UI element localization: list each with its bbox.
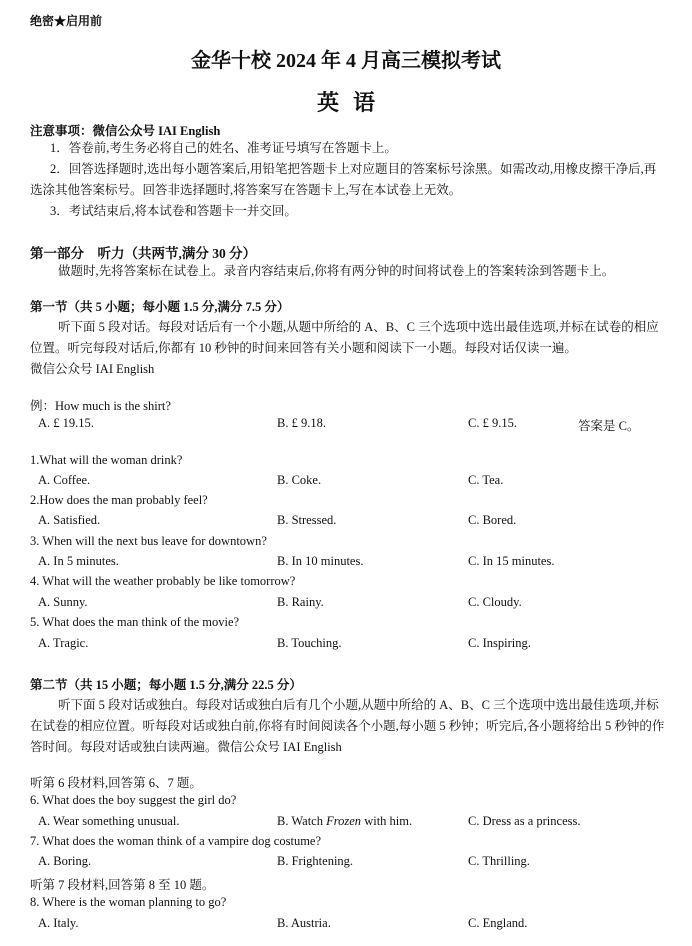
- q4-option-c: C. Cloudy.: [468, 595, 522, 609]
- note-item-2: 2．回答选择题时,选出每小题答案后,用铅笔把答题卡上对应题目的答案标号涂黑。如需改动,用橡皮擦干净后,再选涂其他答案标号。回答非选择题时,将答案写在答题卡上,写在本试卷上无效。: [30, 162, 657, 197]
- question-1: 1.What will the woman drink?: [30, 453, 183, 467]
- q1-option-b: B. Coke.: [277, 473, 322, 487]
- section2-intro: 听下面 5 段对话或独白。每段对话或独白后有几个小题,从题中所给的 A、B、C 三个选项中选出最佳选项,并标在试卷的相应位置。听每段对话或独白前,你将有时间阅读各个小题,每小题 5 秒钟；听完后,各小题将给出 5 秒钟的作答时间。每段对话或独白读两遍。微信公众号 IAI English: [30, 698, 665, 754]
- question-2: 2.How does the man probably feel?: [30, 493, 208, 507]
- confidential-label: 绝密★启用前: [30, 14, 103, 28]
- exam-title: 金华十校 2024 年 4 月高三模拟考试: [191, 50, 501, 72]
- question-7: 7. What does the woman think of a vampire dog costume?: [30, 834, 322, 848]
- part1-intro: 做题时,先将答案标在试卷上。录音内容结束后,你将有两分钟的时间将试卷上的答案转涂到答题卡上。: [58, 264, 615, 278]
- q1-option-c: C. Tea.: [468, 473, 504, 487]
- note-item-3: 3．考试结束后,将本试卷和答题卡一并交回。: [50, 204, 297, 218]
- question-3: 3. When will the next bus leave for downtown?: [30, 534, 267, 548]
- section1-wechat: 微信公众号 IAI English: [30, 362, 155, 376]
- example-option-a: A. £ 19.15.: [38, 416, 94, 430]
- notes-heading: 注意事项：微信公众号 IAI English: [30, 124, 221, 138]
- q4-option-a: A. Sunny.: [38, 595, 88, 609]
- note-item-1: 1．答卷前,考生务必将自己的姓名、准考证号填写在答题卡上。: [50, 141, 397, 155]
- material-7-instruction: 听第 7 段材料,回答第 8 至 10 题。: [30, 878, 215, 892]
- section2-heading: 第二节（共 15 小题；每小题 1.5 分,满分 22.5 分）: [30, 678, 302, 692]
- q6-option-b: B. Watch Frozen with him.: [277, 814, 413, 828]
- q5-option-b: B. Touching.: [277, 636, 342, 650]
- question-5: 5. What does the man think of the movie?: [30, 615, 240, 629]
- q7-option-c: C. Thrilling.: [468, 854, 530, 868]
- q8-option-a: A. Italy.: [38, 916, 79, 930]
- q3-option-b: B. In 10 minutes.: [277, 554, 364, 568]
- q8-option-c: C. England.: [468, 916, 528, 930]
- q7-option-b: B. Frightening.: [277, 854, 354, 868]
- example-option-c: C. £ 9.15.: [468, 416, 517, 430]
- q3-option-c: C. In 15 minutes.: [468, 554, 555, 568]
- q6-option-b-title: Frozen: [326, 814, 362, 828]
- example-option-b: B. £ 9.18.: [277, 416, 326, 430]
- q7-option-a: A. Boring.: [38, 854, 92, 868]
- example-question: 例：How much is the shirt?: [30, 399, 171, 413]
- q6-option-c: C. Dress as a princess.: [468, 814, 581, 828]
- q1-option-a: A. Coffee.: [38, 473, 91, 487]
- question-6: 6. What does the boy suggest the girl do?: [30, 793, 237, 807]
- q2-option-c: C. Bored.: [468, 513, 517, 527]
- section1-heading: 第一节（共 5 小题；每小题 1.5 分,满分 7.5 分）: [30, 300, 290, 314]
- section1-intro: 听下面 5 段对话。每段对话后有一个小题,从题中所给的 A、B、C 三个选项中选出最佳选项,并标在试卷的相应位置。听完每段对话后,你都有 10 秒钟的时间来回答有关小题和阅读下一小题。每段对话仅读一遍。: [30, 320, 659, 355]
- question-8: 8. Where is the woman planning to go?: [30, 895, 227, 909]
- q5-option-c: C. Inspiring.: [468, 636, 531, 650]
- q3-option-a: A. In 5 minutes.: [38, 554, 119, 568]
- material-6-instruction: 听第 6 段材料,回答第 6、7 题。: [30, 776, 202, 790]
- q6-option-a: A. Wear something unusual.: [38, 814, 180, 828]
- q4-option-b: B. Rainy.: [277, 595, 324, 609]
- q2-option-a: A. Satisfied.: [38, 513, 101, 527]
- q8-option-b: B. Austria.: [277, 916, 331, 930]
- q5-option-a: A. Tragic.: [38, 636, 89, 650]
- part1-heading: 第一部分 听力（共两节,满分 30 分）: [30, 246, 257, 261]
- question-4: 4. What will the weather probably be like tomorrow?: [30, 574, 296, 588]
- example-answer: 答案是 C。: [578, 419, 640, 433]
- q2-option-b: B. Stressed.: [277, 513, 337, 527]
- subject-title: 英语: [316, 90, 389, 115]
